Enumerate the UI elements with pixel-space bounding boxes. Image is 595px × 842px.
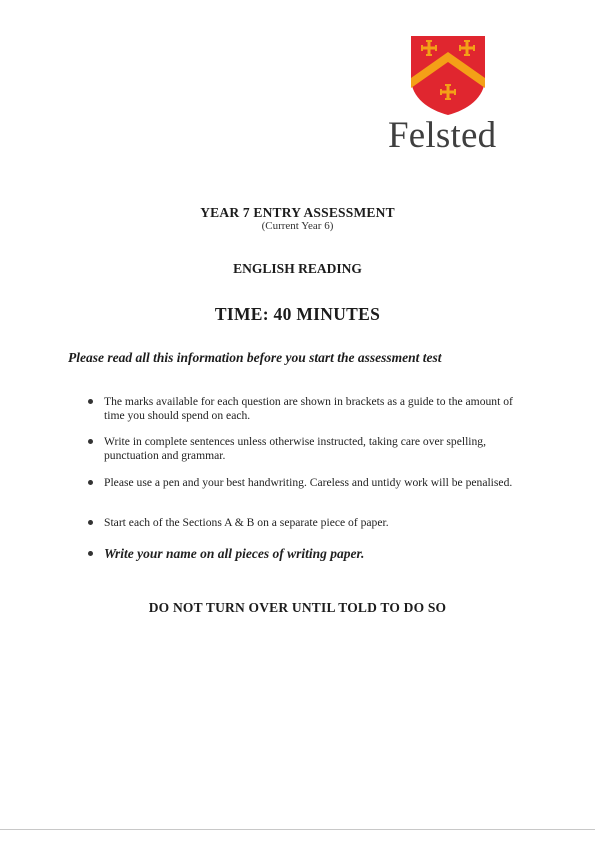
do-not-turn-warning: DO NOT TURN OVER UNTIL TOLD TO DO SO (148, 600, 447, 615)
instruction-text: Write in complete sentences unless otherwise instructed, taking care over spelling, punctuation and grammar. (104, 435, 487, 462)
list-item (88, 395, 528, 423)
school-logo-wordmark: Felsted (388, 115, 497, 156)
assessment-title: YEAR 7 ENTRY ASSESSMENT (200, 205, 395, 220)
list-item (88, 476, 528, 490)
list-item (88, 516, 528, 530)
instruction-text: Write your name on all pieces of writing paper. (104, 546, 365, 561)
time-allowed: TIME: 40 MINUTES (214, 304, 381, 324)
bullet-icon (88, 399, 93, 404)
bullet-icon (88, 520, 93, 525)
list-item (88, 546, 528, 562)
bullet-icon (88, 439, 93, 444)
instruction-text: Start each of the Sections A & B on a separate piece of paper. (104, 516, 389, 529)
instruction-text: The marks available for each question are shown in brackets as a guide to the amount of time you should spend on each. (104, 395, 513, 422)
instruction-text: Please use a pen and your best handwriting. Careless and untidy work will be penalised. (104, 476, 513, 489)
page-bottom-divider (0, 829, 595, 830)
bullet-icon (88, 551, 93, 556)
current-year-note: (Current Year 6) (261, 220, 334, 232)
list-item (88, 435, 528, 463)
instructions-notice: Please read all this information before you start the assessment test (68, 350, 442, 365)
bullet-icon (88, 480, 93, 485)
subject-title: ENGLISH READING (233, 261, 362, 276)
